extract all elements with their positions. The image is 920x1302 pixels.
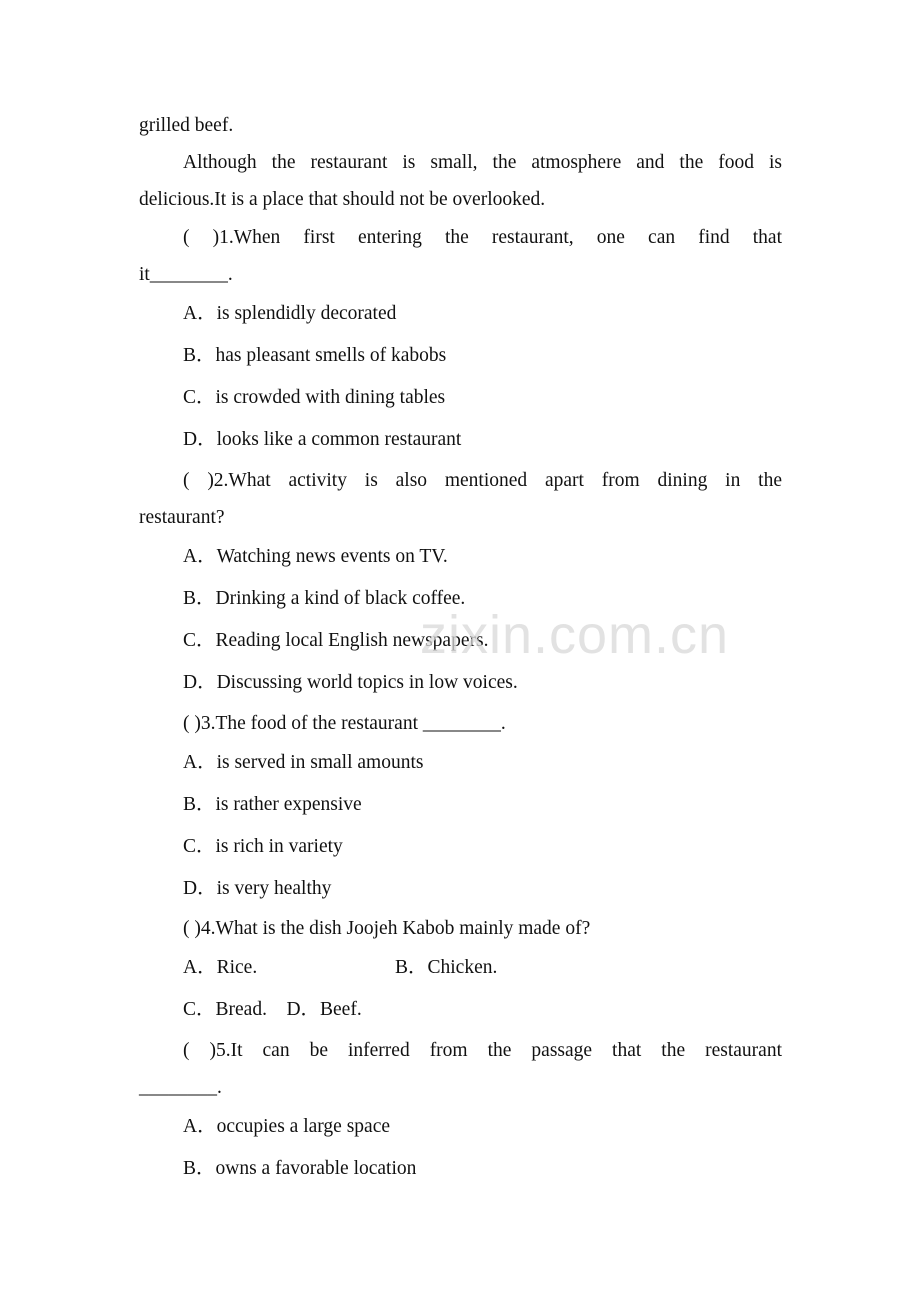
- question-3-option-b: B．is rather expensive: [183, 794, 362, 815]
- question-2-stem-continued: restaurant?: [139, 507, 225, 528]
- question-3-option-c: C．is rich in variety: [183, 836, 343, 857]
- passage-text-line: Although the restaurant is small, the atmosphere and the food is: [183, 152, 782, 173]
- passage-text-line: grilled beef.: [139, 115, 234, 136]
- question-3-option-d: D．is very healthy: [183, 878, 332, 899]
- question-1-stem-continued: it________.: [139, 264, 233, 285]
- question-1-option-c: C．is crowded with dining tables: [183, 387, 446, 408]
- passage-text-line: delicious.It is a place that should not be overlooked.: [139, 189, 546, 210]
- question-1-stem: ( )1.When first entering the restaurant, one can find that: [183, 227, 782, 248]
- question-2-option-d: D．Discussing world topics in low voices.: [183, 672, 518, 693]
- question-4-options-c-d: C．Bread. D．Beef.: [183, 999, 362, 1020]
- question-2-option-b: B．Drinking a kind of black coffee.: [183, 588, 466, 609]
- question-5-stem-continued: ________.: [139, 1077, 222, 1098]
- question-4-option-b: B．Chicken.: [395, 957, 498, 978]
- question-1-option-a: A．is splendidly decorated: [183, 303, 397, 324]
- question-1-option-b: B．has pleasant smells of kabobs: [183, 345, 447, 366]
- question-1-option-d: D．looks like a common restaurant: [183, 429, 462, 450]
- question-3-stem: ( )3.The food of the restaurant ________.: [183, 713, 506, 734]
- question-4-stem: ( )4.What is the dish Joojeh Kabob mainly made of?: [183, 918, 591, 939]
- question-4-option-a: A．Rice.: [183, 957, 258, 978]
- question-2-option-a: A．Watching news events on TV.: [183, 546, 448, 567]
- question-5-stem: ( )5.It can be inferred from the passage that the restaurant: [183, 1040, 782, 1061]
- question-2-stem: ( )2.What activity is also mentioned apart from dining in the: [183, 470, 782, 491]
- question-2-option-c: C．Reading local English newspapers.: [183, 630, 489, 651]
- question-5-option-b: B．owns a favorable location: [183, 1158, 417, 1179]
- watermark: zixin.com.cn: [420, 605, 730, 665]
- question-3-option-a: A．is served in small amounts: [183, 752, 424, 773]
- question-5-option-a: A．occupies a large space: [183, 1116, 391, 1137]
